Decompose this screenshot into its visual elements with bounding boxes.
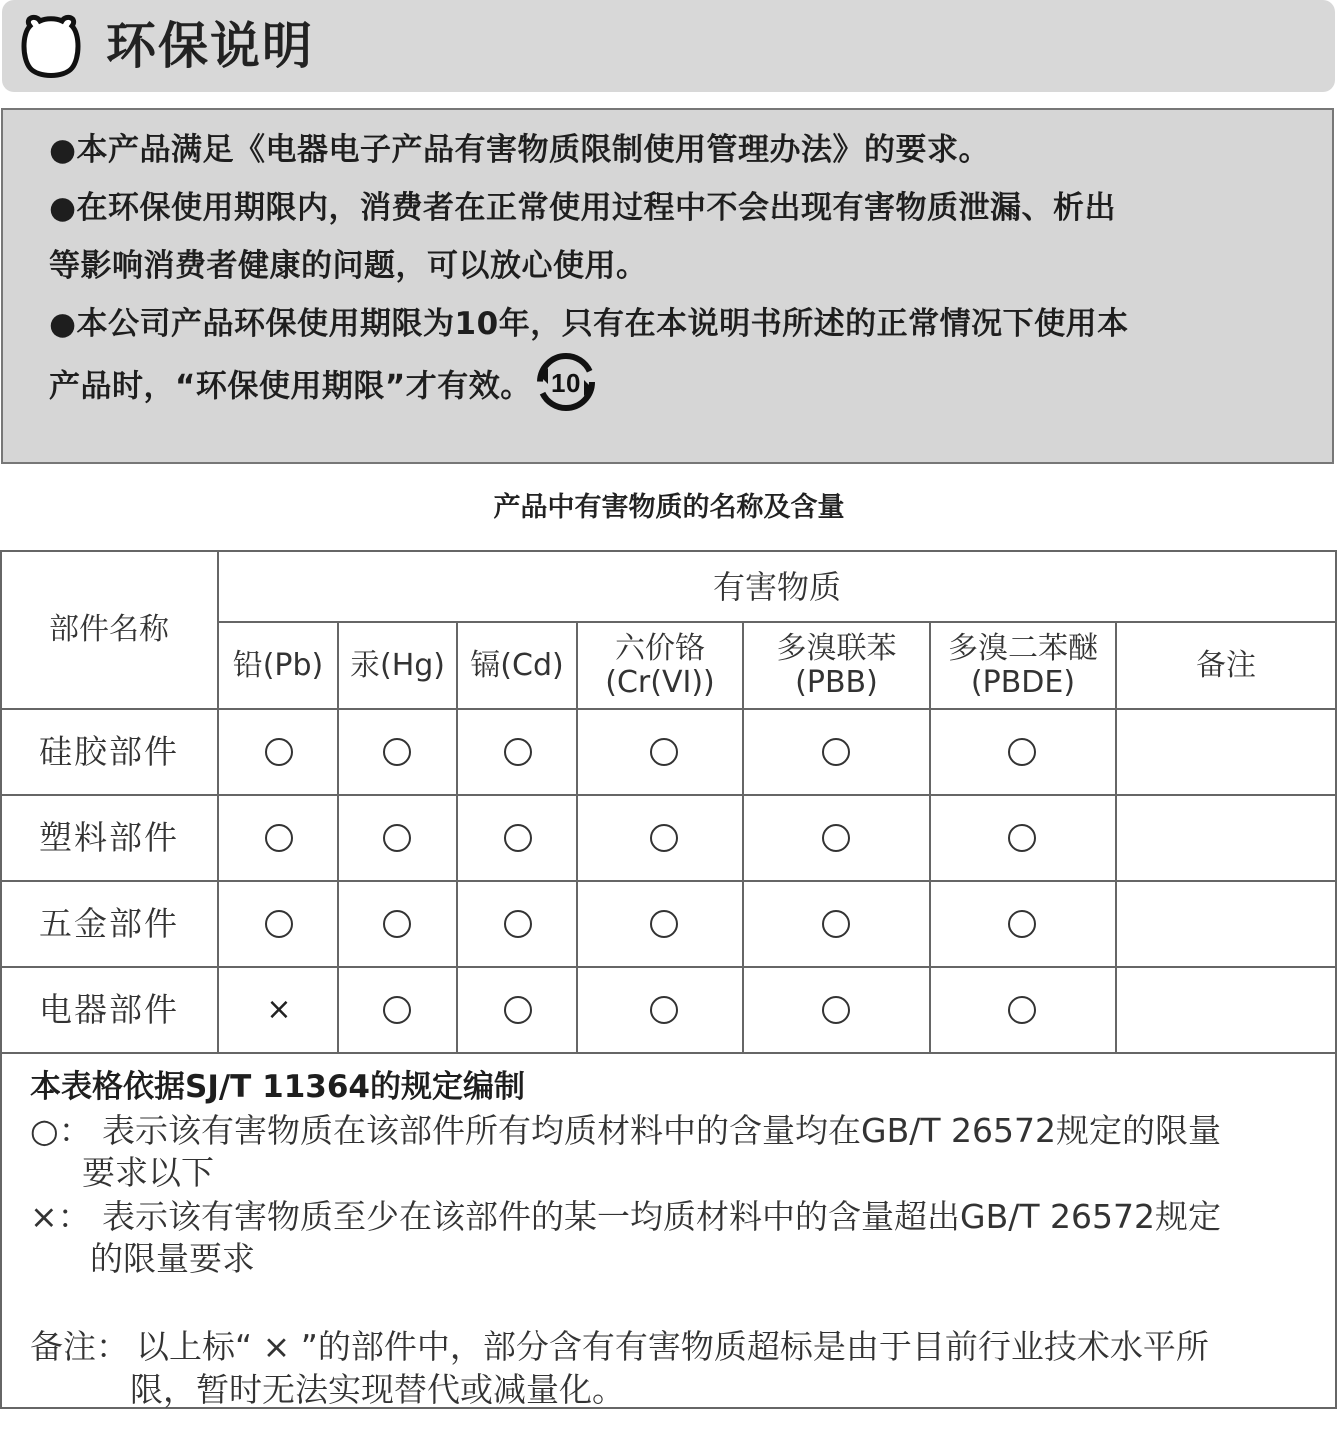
substance-header [930,622,1116,709]
within-limit-mark [504,738,532,766]
substance-value-cell [367,728,427,776]
within-limit-mark [822,996,850,1024]
substance-value-cell [634,728,694,776]
part-name-cell: 电器部件 [39,990,179,1029]
substance-value-cell [488,814,548,862]
cross-legend-text: 的限量要求 [90,1239,255,1278]
substance-value-cell [367,900,427,948]
info-line-with-logo [49,362,598,414]
substance-value-cell [488,900,548,948]
within-limit-mark [650,824,678,852]
remark-note-text: 以上标“ × ”的部件中，部分含有有害物质超标是由于目前行业技术水平所 [136,1327,1209,1366]
substance-name: 六价铬 [615,630,705,666]
within-limit-mark [504,996,532,1024]
substance-formula: (PBB) [795,664,878,700]
substance-name: 镉(Cd) [470,647,564,683]
within-limit-mark [265,910,293,938]
substance-value-cell [367,814,427,862]
exceeds-limit-mark: × [266,992,292,1027]
within-limit-mark [822,738,850,766]
info-line: ●在环保使用期限内，消费者在正常使用过程中不会出现有害物质泄漏、析出 [49,190,1117,226]
remark-header: 备注 [1196,647,1256,683]
page-title: 环保说明 [106,17,314,75]
bear-logo-icon [16,12,86,82]
part-name-header: 部件名称 [49,612,169,647]
part-name-cell: 塑料部件 [39,818,179,857]
part-name-cell: 五金部件 [39,904,179,943]
substance-value-cell [806,814,866,862]
eco-logo-number: 10 [550,368,581,398]
within-limit-mark [822,824,850,852]
substance-name: 汞(Hg) [349,647,445,683]
substance-value-cell [488,986,548,1034]
substance-formula: (PBDE) [970,664,1076,700]
cross-legend-text: 表示该有害物质至少在该部件的某一均质材料中的含量超出GB/T 26572规定 [102,1197,1221,1236]
info-line: 等影响消费者健康的问题，可以放心使用。 [49,248,648,284]
table-title: 产品中有害物质的名称及含量 [493,492,845,523]
eco-info-box [1,108,1334,464]
substance-value-cell [806,900,866,948]
remark-note-text: 限，暂时无法实现替代或减量化。 [130,1370,625,1409]
info-line-text: 产品时，“环保使用期限”才有效。 [49,368,532,405]
within-limit-mark [650,910,678,938]
within-limit-mark [383,738,411,766]
circle-legend-text: 要求以下 [82,1153,214,1192]
within-limit-mark [504,824,532,852]
substance-name: 多溴联苯 [776,630,897,666]
eco-period-10-icon [534,350,598,414]
within-limit-mark [1008,996,1036,1024]
within-limit-mark [1008,910,1036,938]
substance-header [577,622,743,709]
within-limit-mark [383,824,411,852]
substance-value-cell [249,814,309,862]
substance-name: 铅(Pb) [232,647,324,683]
substance-value-cell [992,814,1052,862]
substance-value-cell [992,728,1052,776]
circle-legend-text: 表示该有害物质在该部件所有均质材料中的含量均在GB/T 26572规定的限量 [102,1111,1221,1150]
substance-value-cell [249,900,309,948]
within-limit-mark [265,824,293,852]
within-limit-mark [650,996,678,1024]
hazardous-substances-header: 有害物质 [712,567,841,606]
substance-value-cell [634,814,694,862]
within-limit-mark [383,996,411,1024]
part-name-cell: 硅胶部件 [39,732,179,771]
within-limit-mark [504,910,532,938]
header-bar [2,0,1335,92]
substance-value-cell [249,986,309,1034]
table-basis-note: 本表格依据SJ/T 11364的规定编制 [30,1069,525,1105]
info-line: ●本产品满足《电器电子产品有害物质限制使用管理办法》的要求。 [49,132,991,168]
substance-value-cell [249,728,309,776]
substance-value-cell [634,986,694,1034]
within-limit-mark [1008,738,1036,766]
substance-header [457,622,577,709]
info-line: ●本公司产品环保使用期限为10年，只有在本说明书所述的正常情况下使用本 [49,306,1129,342]
circle-legend-label: ○： [30,1111,92,1150]
substance-name: 多溴二苯醚 [948,630,1098,666]
within-limit-mark [1008,824,1036,852]
substance-value-cell [806,986,866,1034]
substance-value-cell [367,986,427,1034]
substance-value-cell [806,728,866,776]
within-limit-mark [265,738,293,766]
within-limit-mark [822,910,850,938]
substance-value-cell [488,728,548,776]
within-limit-mark [383,910,411,938]
remark-note-label: 备注： [30,1327,129,1366]
within-limit-mark [650,738,678,766]
substance-formula: (Cr(VI)) [605,664,715,700]
substance-value-cell [992,900,1052,948]
substance-value-cell [992,986,1052,1034]
substance-header [338,622,457,709]
substance-header [218,622,338,709]
cross-legend-label: ×： [30,1197,91,1236]
substance-value-cell [634,900,694,948]
substance-header [743,622,930,709]
